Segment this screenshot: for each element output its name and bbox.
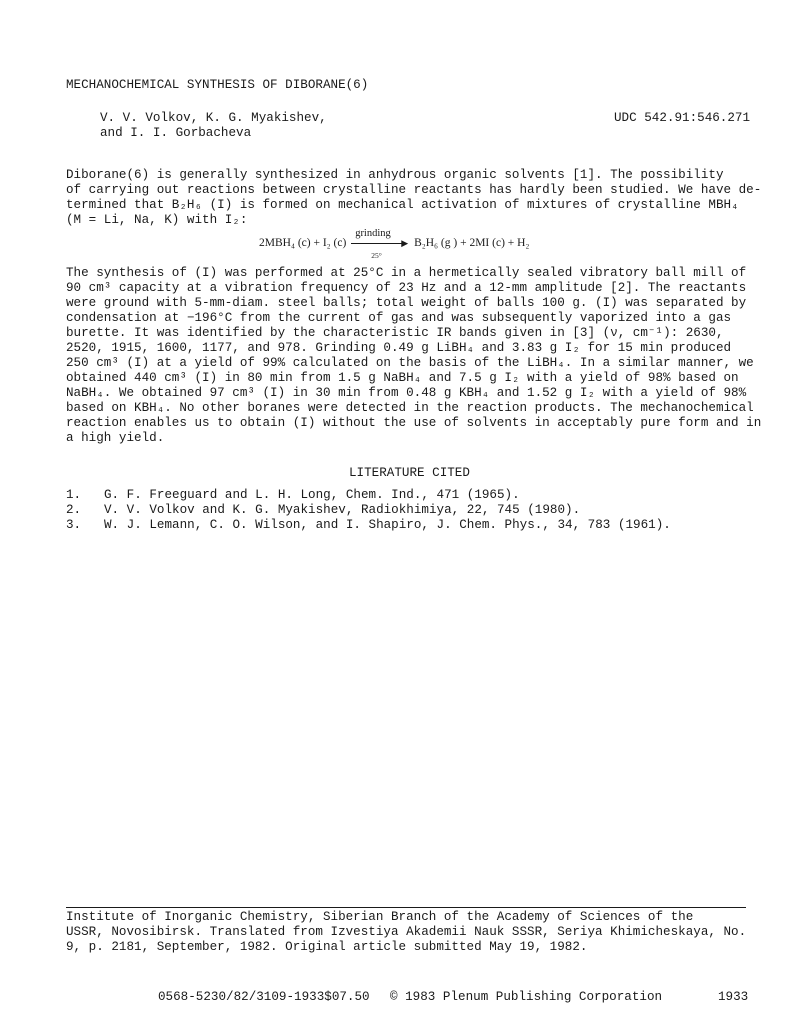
para2-line-8: obtained 440 cm³ (I) in 80 min from 1.5 g NaBH₄ and 7.5 g I₂ with a yield of 98% based on [66,371,739,385]
authors-line-1: V. V. Volkov, K. G. Myakishev, [100,111,327,125]
reference-number: 2. [66,503,82,517]
article-title: MECHANOCHEMICAL SYNTHESIS OF DIBORANE(6) [66,78,369,92]
page-number: 1933 [718,990,749,1004]
footer-code: 0568-5230/82/3109-1933$07.50 [158,990,370,1004]
literature-heading: LITERATURE CITED [349,466,470,480]
reference-number: 3. [66,518,82,532]
reference-text: G. F. Freeguard and L. H. Long, Chem. Ind., 471 (1965). [104,488,520,502]
footnote-line-1: Institute of Inorganic Chemistry, Siberian Branch of the Academy of Sciences of the [66,910,694,924]
para2-line-3: were ground with 5-mm-diam. steel balls; total weight of balls 100 g. (I) was separated by [66,296,747,310]
footnote-line-3: 9, p. 2181, September, 1982. Original article submitted May 19, 1982. [66,940,588,954]
udc-code: UDC 542.91:546.271 [614,111,751,125]
equation-under-arrow: 25° [371,251,382,261]
para1-line-1: Diborane(6) is generally synthesized in anhydrous organic solvents [1]. The possibility [66,168,724,182]
para2-line-12: a high yield. [66,431,165,445]
para2-line-2: 90 cm³ capacity at a vibration frequency of 23 Hz and a 12-mm amplitude [2]. The reactants [66,281,747,295]
para2-line-1: The synthesis of (I) was performed at 25°C in a hermetically sealed vibratory ball mill of [66,266,747,280]
reaction-arrow-icon: grinding ▶ 25° [351,236,409,250]
authors-line-2: and I. I. Gorbacheva [100,126,252,140]
para1-line-2: of carrying out reactions between crystalline reactants has hardly been studied. We have de- [66,183,762,197]
reference-text: W. J. Lemann, C. O. Wilson, and I. Shapiro, J. Chem. Phys., 34, 783 (1961). [104,518,671,532]
equation-over-arrow: grinding [355,228,391,240]
footnote-line-2: USSR, Novosibirsk. Translated from Izvestiya Akademii Nauk SSSR, Seriya Khimicheskaya, No. [66,925,747,939]
para2-line-9: NaBH₄. We obtained 97 cm³ (I) in 30 min from 0.48 g KBH₄ and 1.52 g I₂ with a yield of 98% [66,386,747,400]
para2-line-10: based on KBH₄. No other boranes were detected in the reaction products. The mechanochemical [66,401,754,415]
reference-number: 1. [66,488,82,502]
para1-line-3: termined that B₂H₆ (I) is formed on mechanical activation of mixtures of crystalline MBH₄ [66,198,739,212]
footnote-divider [66,907,746,908]
para2-line-7: 250 cm³ (I) at a yield of 99% calculated on the basis of the LiBH₄. In a similar manner, we [66,356,754,370]
equation-right: B₂H₆ (g ) + 2MI (c) + H₂ [414,237,530,249]
para2-line-5: burette. It was identified by the characteristic IR bands given in [3] (ν, cm⁻¹): 2630, [66,326,724,340]
footer-copyright: © 1983 Plenum Publishing Corporation [390,990,663,1004]
equation-left: 2MBH₄ (c) + I₂ (c) [259,237,347,249]
reference-text: V. V. Volkov and K. G. Myakishev, Radiokhimiya, 22, 745 (1980). [104,503,581,517]
para2-line-11: reaction enables us to obtain (I) without the use of solvents in acceptably pure form and in [66,416,762,430]
para2-line-6: 2520, 1915, 1600, 1177, and 978. Grinding 0.49 g LiBH₄ and 3.83 g I₂ for 15 min produced [66,341,732,355]
para1-line-4: (M = Li, Na, K) with I₂: [66,213,248,227]
para2-line-4: condensation at −196°C from the current of gas and was subsequently vaporized into a gas [66,311,732,325]
reaction-equation [259,228,530,261]
